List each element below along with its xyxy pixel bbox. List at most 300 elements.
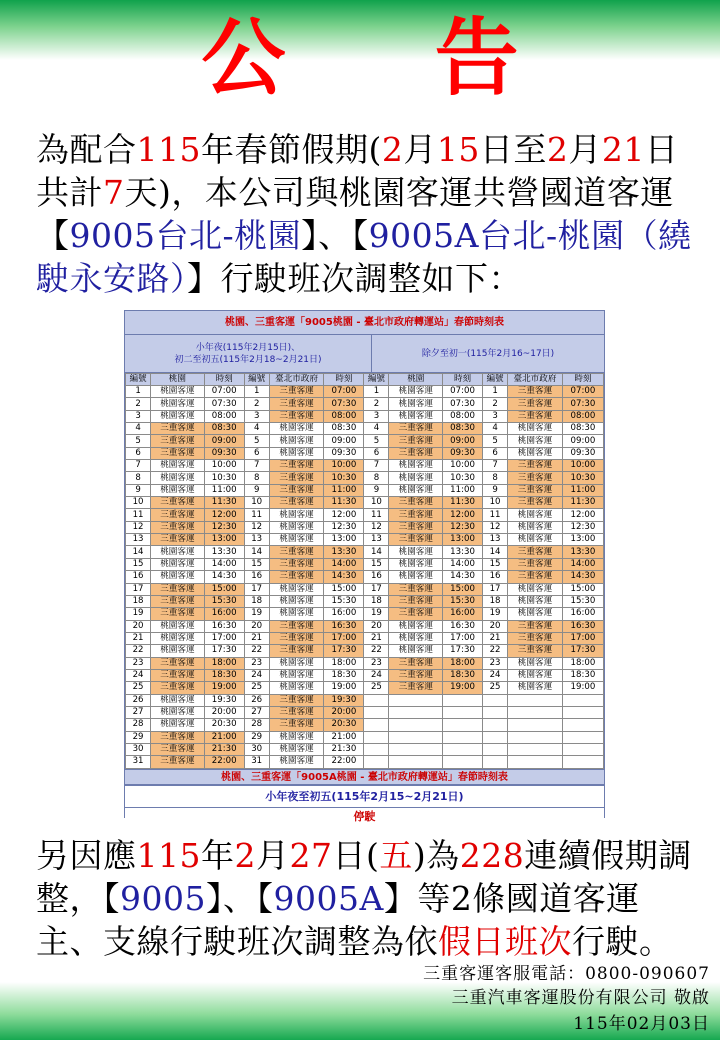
table-cell [483, 756, 508, 768]
table-cell: 14:00 [443, 558, 483, 570]
table-row [126, 706, 604, 718]
table-cell: 三重客運 [389, 583, 443, 595]
table-cell: 16:30 [562, 620, 603, 632]
table-cell: 09:30 [443, 447, 483, 459]
table-cell: 26 [244, 694, 269, 706]
table-cell: 桃園客運 [389, 571, 443, 583]
table-row [126, 608, 604, 620]
table-cell: 21 [364, 632, 389, 644]
table-row [126, 558, 604, 570]
table-cell: 5 [364, 435, 389, 447]
para2-segment: 五 [379, 836, 413, 875]
table-cell: 21:00 [324, 731, 364, 743]
table-row [126, 632, 604, 644]
table-cell: 23 [483, 657, 508, 669]
table-cell: 桃園客運 [269, 423, 324, 435]
table-cell: 23 [364, 657, 389, 669]
table-cell: 26 [126, 694, 151, 706]
table-cell: 三重客運 [269, 645, 324, 657]
table-cell [443, 756, 483, 768]
table-cell: 13:00 [324, 534, 364, 546]
timetable-period-header [125, 335, 604, 373]
table-cell: 桃園客運 [389, 558, 443, 570]
table-cell: 桃園客運 [508, 509, 563, 521]
table-cell: 30 [126, 743, 151, 755]
table-cell: 桃園客運 [389, 620, 443, 632]
table-cell: 13 [244, 534, 269, 546]
table-cell: 12 [483, 521, 508, 533]
para1-segment: 運【 [36, 173, 674, 255]
table-cell [443, 743, 483, 755]
table-cell: 桃園客運 [269, 521, 324, 533]
table-cell: 三重客運 [269, 558, 324, 570]
column-header: 桃園 [389, 374, 443, 386]
table-cell: 10:30 [324, 472, 364, 484]
table-cell: 桃園客運 [151, 719, 205, 731]
table-cell: 三重客運 [389, 595, 443, 607]
table-cell: 20 [126, 620, 151, 632]
table-cell: 2 [483, 398, 508, 410]
table-cell: 17:30 [562, 645, 603, 657]
table-row [126, 694, 604, 706]
table-cell [389, 743, 443, 755]
table-cell: 28 [244, 719, 269, 731]
table-cell: 14:00 [324, 558, 364, 570]
table-cell: 24 [483, 669, 508, 681]
table-cell: 18 [364, 595, 389, 607]
table-cell: 三重客運 [151, 669, 205, 681]
table-cell [508, 706, 563, 718]
table-cell: 10 [483, 497, 508, 509]
table-cell: 三重客運 [508, 484, 563, 496]
table-cell: 三重客運 [508, 645, 563, 657]
table-cell: 13 [364, 534, 389, 546]
column-header: 編號 [126, 374, 151, 386]
table-cell: 20:00 [324, 706, 364, 718]
table-cell: 12 [244, 521, 269, 533]
table-cell: 2 [244, 398, 269, 410]
table-cell: 三重客運 [389, 447, 443, 459]
para1-segment: 2 [546, 130, 569, 169]
table-cell: 12:30 [324, 521, 364, 533]
table-cell: 19 [483, 608, 508, 620]
table-cell: 9 [126, 484, 151, 496]
table-cell: 三重客運 [269, 398, 324, 410]
table-cell [364, 756, 389, 768]
table-cell [483, 743, 508, 755]
page-title: 公 告 [201, 9, 579, 107]
para2-segment: 月 [256, 836, 290, 875]
table-cell: 4 [244, 423, 269, 435]
table-cell: 三重客運 [151, 731, 205, 743]
table-cell: 17 [126, 583, 151, 595]
table-row [126, 756, 604, 768]
table-cell: 8 [364, 472, 389, 484]
table-cell: 三重客運 [389, 669, 443, 681]
para1-segment: 21 [601, 130, 645, 169]
notice-date: 115年02月03日 [573, 1014, 710, 1034]
table-row [126, 447, 604, 459]
table-cell: 13:30 [204, 546, 244, 558]
table-cell: 10:00 [324, 460, 364, 472]
table-cell: 22 [126, 645, 151, 657]
table-cell: 30 [244, 743, 269, 755]
table-cell: 15:30 [562, 595, 603, 607]
table-row [126, 484, 604, 496]
table-cell: 三重客運 [508, 571, 563, 583]
table-cell: 14:00 [204, 558, 244, 570]
table-cell: 08:30 [562, 423, 603, 435]
table-cell: 19 [364, 608, 389, 620]
table-cell: 13:30 [324, 546, 364, 558]
table-cell: 20 [483, 620, 508, 632]
table-cell: 11:30 [324, 497, 364, 509]
table-cell: 21:00 [204, 731, 244, 743]
table-cell: 08:00 [562, 410, 603, 422]
table-cell: 桃園客運 [269, 657, 324, 669]
para1-segment: 天)，本公司與桃園客運共營國道客 [124, 173, 641, 212]
table-cell: 11 [483, 509, 508, 521]
table-cell: 19 [244, 608, 269, 620]
table-cell: 20:00 [204, 706, 244, 718]
table-cell: 桃園客運 [151, 558, 205, 570]
table-cell: 13 [126, 534, 151, 546]
table-cell: 桃園客運 [269, 743, 324, 755]
table-cell: 三重客運 [269, 410, 324, 422]
table-cell: 14:30 [443, 571, 483, 583]
customer-service-phone: 三重客運客服電話：0800-090607 [423, 964, 710, 984]
table-cell: 桃園客運 [508, 657, 563, 669]
table-cell: 07:00 [204, 386, 244, 398]
table-cell [562, 719, 603, 731]
table-row [126, 743, 604, 755]
table-cell: 21 [126, 632, 151, 644]
table-cell [508, 719, 563, 731]
table-cell: 三重客運 [151, 743, 205, 755]
para1-segment: 】、【 [301, 216, 369, 255]
table-cell: 13:30 [562, 546, 603, 558]
table-cell: 三重客運 [151, 435, 205, 447]
table-cell: 08:00 [443, 410, 483, 422]
para1-segment: 月 [568, 130, 602, 169]
table-cell: 三重客運 [151, 509, 205, 521]
table-cell: 4 [126, 423, 151, 435]
table-cell: 三重客運 [508, 546, 563, 558]
table-cell: 3 [364, 410, 389, 422]
table-cell: 19:30 [324, 694, 364, 706]
para2-segment: 27 [289, 836, 333, 875]
table-cell: 08:00 [324, 410, 364, 422]
table-cell [483, 731, 508, 743]
column-header: 臺北市政府 [269, 374, 324, 386]
table-cell: 8 [244, 472, 269, 484]
table-cell: 桃園客運 [151, 706, 205, 718]
table-cell: 桃園客運 [508, 682, 563, 694]
table-row [126, 435, 604, 447]
para2-segment: 年 [201, 836, 235, 875]
table-cell: 桃園客運 [151, 694, 205, 706]
table-cell: 三重客運 [269, 719, 324, 731]
table-cell: 22 [244, 645, 269, 657]
table-cell: 11:00 [204, 484, 244, 496]
table-cell: 09:30 [324, 447, 364, 459]
table-cell: 8 [126, 472, 151, 484]
table-cell: 11:30 [443, 497, 483, 509]
table-cell: 三重客運 [151, 756, 205, 768]
table-cell: 3 [244, 410, 269, 422]
table-cell: 桃園客運 [389, 484, 443, 496]
para1-segment: 7 [103, 173, 125, 212]
table-cell: 18:30 [204, 669, 244, 681]
table-cell: 07:00 [324, 386, 364, 398]
table-cell: 21:30 [324, 743, 364, 755]
table-cell [364, 743, 389, 755]
table-cell: 三重客運 [389, 657, 443, 669]
table-cell: 5 [244, 435, 269, 447]
table-row [126, 583, 604, 595]
table-cell: 7 [483, 460, 508, 472]
table-cell: 三重客運 [269, 632, 324, 644]
table-cell: 三重客運 [508, 460, 563, 472]
table-cell [562, 756, 603, 768]
table-cell: 07:00 [443, 386, 483, 398]
table-cell: 三重客運 [151, 447, 205, 459]
table-cell: 14 [126, 546, 151, 558]
table-row [126, 669, 604, 681]
table-cell [389, 756, 443, 768]
table-cell: 09:30 [204, 447, 244, 459]
table-cell: 三重客運 [151, 657, 205, 669]
table-cell: 14:30 [562, 571, 603, 583]
left-period-label: 小年夜(115年2月15日)、 初二至初五(115年2月18~2月21日) [125, 335, 372, 372]
table-cell [508, 694, 563, 706]
table-cell: 7 [244, 460, 269, 472]
table-cell: 桃園客運 [151, 620, 205, 632]
table-cell: 08:00 [204, 410, 244, 422]
table-cell: 三重客運 [389, 435, 443, 447]
table-cell: 09:30 [562, 447, 603, 459]
table-cell: 07:00 [562, 386, 603, 398]
table-row [126, 571, 604, 583]
table-cell: 10:30 [562, 472, 603, 484]
table-row [126, 731, 604, 743]
table-cell: 三重客運 [389, 509, 443, 521]
table-cell: 6 [364, 447, 389, 459]
table-cell: 桃園客運 [269, 756, 324, 768]
table-row [126, 472, 604, 484]
table-cell [562, 694, 603, 706]
table-cell [562, 743, 603, 755]
timetable-9005a-title: 桃園、三重客運「9005A桃園 - 臺北市政府轉運站」春節時刻表 [125, 769, 604, 785]
column-header: 時刻 [204, 374, 244, 386]
table-row [126, 534, 604, 546]
table-cell: 桃園客運 [151, 472, 205, 484]
table-cell: 18:30 [443, 669, 483, 681]
table-cell: 23 [126, 657, 151, 669]
table-cell: 21 [483, 632, 508, 644]
table-row [126, 546, 604, 558]
table-cell: 桃園客運 [151, 410, 205, 422]
table-cell: 三重客運 [508, 558, 563, 570]
table-cell: 17:00 [443, 632, 483, 644]
table-cell: 三重客運 [389, 608, 443, 620]
table-cell: 9 [244, 484, 269, 496]
para2-segment: 】、【 [205, 879, 274, 918]
table-cell: 三重客運 [269, 571, 324, 583]
table-cell: 三重客運 [151, 423, 205, 435]
table-cell: 13:00 [443, 534, 483, 546]
table-cell: 桃園客運 [508, 447, 563, 459]
table-cell: 17:00 [204, 632, 244, 644]
para1-segment: （繞駛永安路） [36, 216, 692, 298]
table-cell: 15:00 [324, 583, 364, 595]
table-cell: 11:00 [443, 484, 483, 496]
table-row [126, 423, 604, 435]
table-cell: 16:00 [562, 608, 603, 620]
table-cell: 2 [364, 398, 389, 410]
table-cell: 09:00 [443, 435, 483, 447]
table-cell: 20:30 [204, 719, 244, 731]
table-cell: 三重客運 [269, 694, 324, 706]
table-cell: 桃園客運 [269, 534, 324, 546]
table-cell: 14 [244, 546, 269, 558]
table-cell: 24 [364, 669, 389, 681]
table-cell: 14:00 [562, 558, 603, 570]
table-cell: 桃園客運 [269, 509, 324, 521]
para1-segment: 9005台北-桃園 [69, 216, 302, 255]
table-cell: 12:00 [443, 509, 483, 521]
table-cell: 11:30 [204, 497, 244, 509]
table-cell: 29 [126, 731, 151, 743]
table-row [126, 497, 604, 509]
table-cell: 13:00 [204, 534, 244, 546]
table-cell: 17 [244, 583, 269, 595]
table-cell: 20 [364, 620, 389, 632]
table-cell: 09:00 [324, 435, 364, 447]
table-cell: 桃園客運 [151, 571, 205, 583]
table-cell: 17 [483, 583, 508, 595]
table-cell: 17:00 [324, 632, 364, 644]
table-cell: 12:00 [562, 509, 603, 521]
table-cell: 三重客運 [269, 620, 324, 632]
table-cell: 三重客運 [508, 386, 563, 398]
table-cell: 25 [244, 682, 269, 694]
table-cell: 6 [126, 447, 151, 459]
table-row [126, 398, 604, 410]
table-cell: 16 [126, 571, 151, 583]
para2-segment: 行駛。 [572, 922, 673, 961]
table-cell: 20 [244, 620, 269, 632]
table-cell: 16:00 [324, 608, 364, 620]
company-signature: 三重汽車客運股份有限公司 敬啟 [451, 988, 710, 1008]
table-cell: 27 [244, 706, 269, 718]
table-cell: 15 [126, 558, 151, 570]
table-cell: 08:30 [204, 423, 244, 435]
table-cell: 桃園客運 [389, 386, 443, 398]
table-cell: 07:30 [562, 398, 603, 410]
table-cell: 12:00 [324, 509, 364, 521]
table-cell: 桃園客運 [151, 398, 205, 410]
table-cell: 16 [483, 571, 508, 583]
table-cell: 14 [364, 546, 389, 558]
para2-segment: 115 [136, 836, 201, 875]
table-row [126, 645, 604, 657]
para2-segment: 9005A [273, 879, 384, 918]
table-cell: 15:30 [443, 595, 483, 607]
table-cell: 19:00 [562, 682, 603, 694]
table-cell: 三重客運 [269, 497, 324, 509]
table-cell: 31 [126, 756, 151, 768]
table-cell: 桃園客運 [389, 645, 443, 657]
table-cell: 11:30 [562, 497, 603, 509]
table-cell: 三重客運 [269, 546, 324, 558]
table-cell [364, 731, 389, 743]
table-cell: 桃園客運 [269, 447, 324, 459]
table-row [126, 719, 604, 731]
table-cell: 14:30 [324, 571, 364, 583]
column-header: 桃園 [151, 374, 205, 386]
table-cell: 三重客運 [151, 497, 205, 509]
table-cell: 15:30 [204, 595, 244, 607]
table-cell [443, 731, 483, 743]
para1-segment: 】行駛班次調整如下： [187, 259, 522, 298]
table-cell: 18:00 [324, 657, 364, 669]
table-cell: 三重客運 [508, 472, 563, 484]
table-cell: 桃園客運 [389, 472, 443, 484]
table-row [126, 620, 604, 632]
table-cell: 12:30 [443, 521, 483, 533]
table-cell: 25 [126, 682, 151, 694]
table-cell: 桃園客運 [508, 595, 563, 607]
table-cell: 15:00 [204, 583, 244, 595]
table-cell: 三重客運 [151, 595, 205, 607]
table-cell: 4 [483, 423, 508, 435]
table-row [126, 410, 604, 422]
table-cell: 三重客運 [151, 682, 205, 694]
table-cell: 25 [483, 682, 508, 694]
table-cell: 15 [364, 558, 389, 570]
table-cell: 桃園客運 [508, 423, 563, 435]
table-cell: 2 [126, 398, 151, 410]
table-cell: 7 [364, 460, 389, 472]
table-cell: 14:30 [204, 571, 244, 583]
table-cell [562, 731, 603, 743]
table-cell: 3 [483, 410, 508, 422]
table-cell: 三重客運 [508, 497, 563, 509]
table-row [126, 682, 604, 694]
table-cell: 18:00 [562, 657, 603, 669]
table-cell: 桃園客運 [151, 645, 205, 657]
table-cell: 10:00 [562, 460, 603, 472]
timetable [124, 310, 605, 823]
table-cell: 22 [483, 645, 508, 657]
table-cell: 20:30 [324, 719, 364, 731]
table-cell: 桃園客運 [508, 534, 563, 546]
table-cell [562, 706, 603, 718]
table-cell: 桃園客運 [151, 386, 205, 398]
table-cell: 三重客運 [151, 534, 205, 546]
table-cell: 31 [244, 756, 269, 768]
table-cell: 21:30 [204, 743, 244, 755]
table-cell: 1 [244, 386, 269, 398]
table-cell: 09:00 [562, 435, 603, 447]
table-cell: 16:30 [204, 620, 244, 632]
para1-segment: 15 [436, 130, 480, 169]
table-cell [508, 731, 563, 743]
table-row [126, 595, 604, 607]
table-cell: 18:00 [443, 657, 483, 669]
table-cell: 16:00 [204, 608, 244, 620]
